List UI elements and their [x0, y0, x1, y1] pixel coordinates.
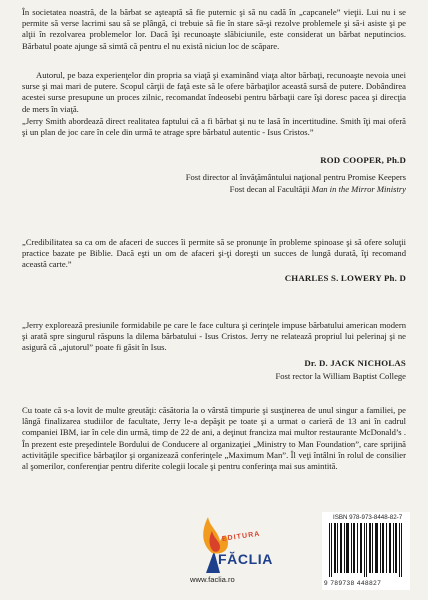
- rod-cooper-title-2-text: Fost decan al Facultăţii: [229, 184, 312, 194]
- barcode-number: 9 789738 448827: [324, 580, 382, 587]
- rod-cooper-title-1: Fost director al învăţământului naţional pentru Promise Keepers: [185, 172, 406, 182]
- publisher-url: www.faclia.ro: [190, 575, 235, 584]
- author-paragraph: Autorul, pe baza experienţelor din propria sa viaţă şi examinând viaţa altor bărbaţi, recunoaşte nevoia unei surse şi mai mari de putere. Scopul cărţii de faţă este să le ofere bărbaţilor această sursă de putere. Dobândirea acestei surse presupune un proces zilnic, recomandat îndeosebi pentru bărbaţii care îşi doresc pacea şi direcţia de mers în viaţă.: [22, 70, 406, 114]
- isbn-label: ISBN 978-973-8448-82-7: [333, 514, 403, 521]
- intro-paragraph: În societatea noastră, de la bărbat se aşteaptă să fie puternic şi să nu cadă în „capcanele” vieţii. Lui nu i se permite să verse lacrimi sau să se plângă, ci trebuie să fie în stare să-şi rezolve problemele şi să-i asiste şi pe alţii în rezolvarea problemelor lor. Dacă îşi recunoaşte slăbiciunile, este considerat un bărbat neputincios. Bărbatul poate ajunge să simtă că pentru el nu există niciun loc de scăpare.: [22, 7, 406, 51]
- author-bio-paragraph: Cu toate că s-a lovit de multe greutăţi: căsătoria la o vârstă timpurie şi susţinerea de unul singur a familiei, pe lângă finalizarea studiilor de facultate, Jerry le-a depăşit pe toate şi a urmat o carieră de 13 ani în cadrul companiei IBM, iar în cele din urmă, timp de 22 de ani, a deţinut franciza mai multor restaurante McDonald’s . În prezent este preşedintele Bordului de Conducere al organizaţiei „Ministry to Man Foundation”, care sprijină activităţile specifice bărbaţilor şi organizează conferinţele „Maximum Man”. Îl veţi întâlni în rolul de consilier al şomerilor, conferenţiar pentru diferite colegii locale şi pentru conferinţa mai sus amintită.: [22, 405, 406, 472]
- quote-rod-cooper: „Jerry Smith abordează direct realitatea faptului că a fi bărbat şi nu te lasă în incertitudine. Smith îţi mai oferă şi un plan de joc care în cele din urmă te atrage spre bărbatul autentic - Isus Cristos.”: [22, 116, 406, 138]
- publisher-editura-label: EDITURA: [221, 530, 261, 543]
- quote-charles-lowery: „Credibilitatea sa ca om de afaceri de succes îi permite să se pronunţe în probleme spinoase şi să ofere soluţii practice bazate pe Biblie. Dacă eşti un om de afaceri şi-ţi doreşti un succes de lungă durată, îţi recomand această carte.”: [22, 237, 406, 270]
- publisher-name: FĂCLIA: [218, 551, 273, 567]
- rod-cooper-title-2-italic: Man in the Mirror Ministry: [311, 184, 406, 194]
- quote-jack-nicholas: „Jerry explorează presiunile formidabile pe care le face cultura şi cerinţele impuse bărbatului american modern şi arată spre singurul răspuns la dilema bărbatului - Isus Cristos. Jerry ne relatează propriul lui pelerinaj şi ne asigură că „ajutorul” poate fi găsit în Isus.: [22, 320, 406, 353]
- signature-charles-lowery: CHARLES S. LOWERY Ph. D: [284, 273, 406, 283]
- signature-rod-cooper: ROD COOPER, Ph.D: [320, 155, 406, 165]
- faclia-logo-icon: [178, 513, 250, 583]
- rod-cooper-title-2: [230, 184, 406, 195]
- signature-jack-nicholas: Dr. D. JACK NICHOLAS: [304, 358, 406, 368]
- jack-nicholas-title: Fost rector la William Baptist College: [275, 371, 406, 381]
- barcode-icon: [327, 523, 405, 577]
